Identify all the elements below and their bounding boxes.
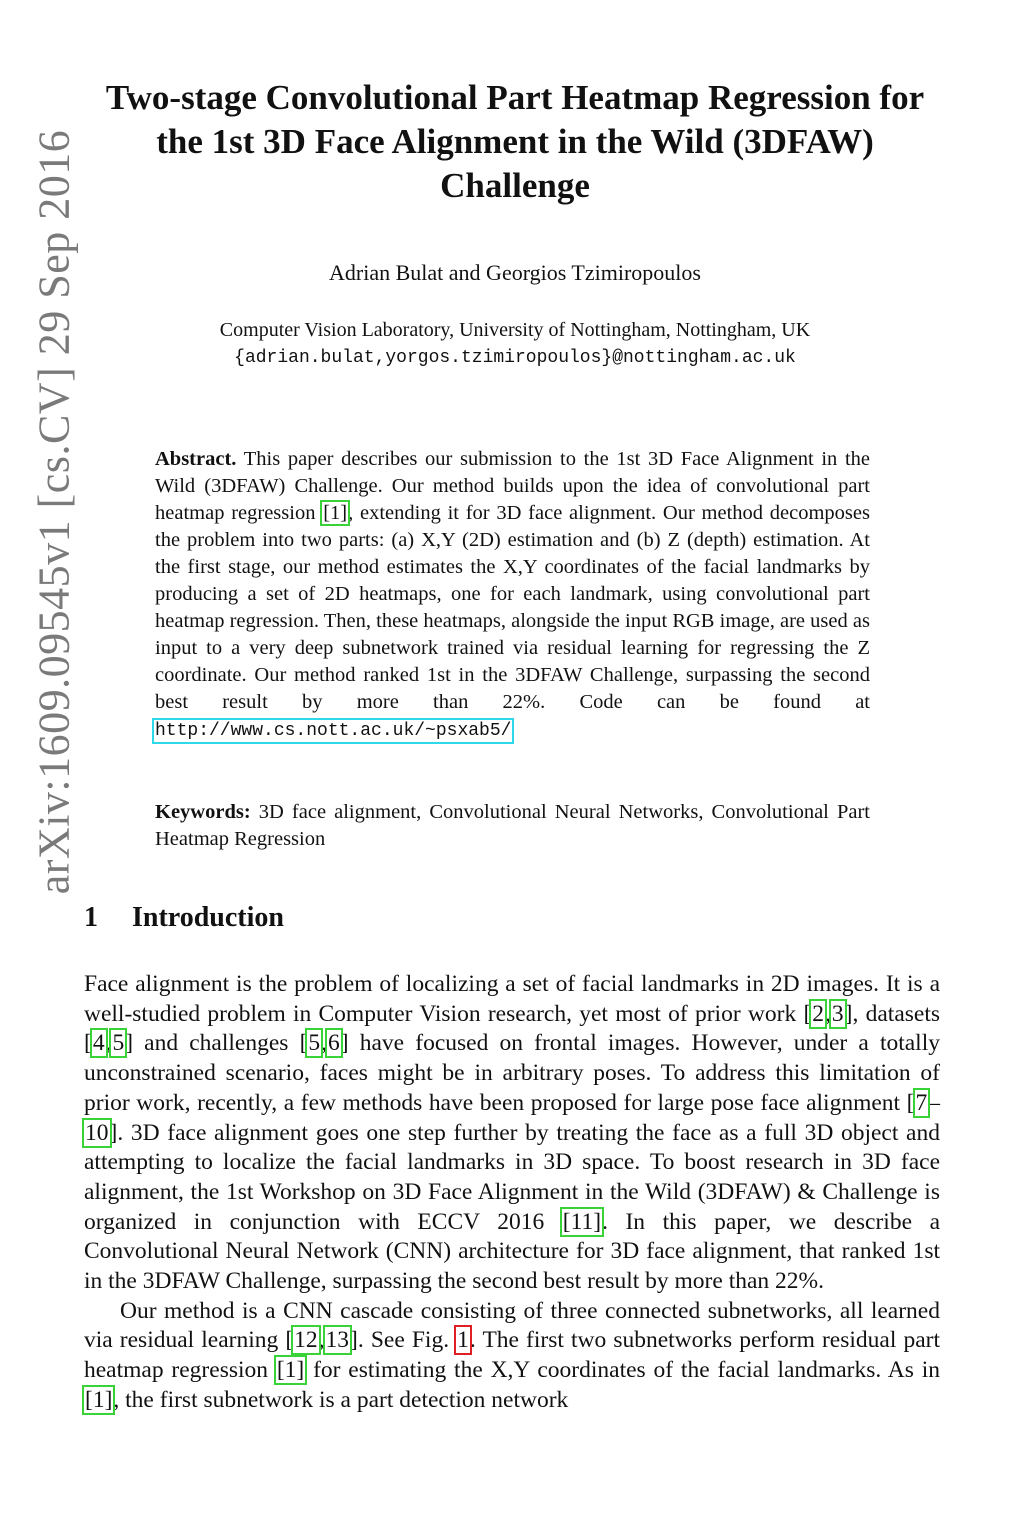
keywords-text: 3D face alignment, Convolutional Neural Networks, Convolutional Part Heatmap Regression — [155, 801, 870, 850]
paragraph: Face alignment is the problem of localizing a set of facial landmarks in 2D images. It is a well-studied problem in Computer Vision research, yet most of prior work [2,3], datasets [4,5] and challenges [5,6] have focused on frontal images. However, under a totally unconstrained scenario, faces might be in arbitrary poses. To address this limitation of prior work, recently, a few methods have been proposed for large pose face alignment [7–10]. 3D face alignment goes one step further by treating the face as a full 3D object and attempting to localize the facial landmarks in 3D space. To boost research in 3D face alignment, the 1st Workshop on 3D Face Alignment in the Wild (3DFAW) & Challenge is organized in conjunction with ECCV 2016 [11]. In this paper, we describe a Convolutional Neural Network (CNN) architecture for 3D face alignment, that ranked 1st in the 3DFAW Challenge, surpassing the second best result by more than 22%. — [84, 971, 940, 1295]
keywords — [155, 799, 870, 853]
abstract-text: This paper describes our submission to the 1st 3D Face Alignment in the Wild (3DFAW) Challenge. Our method builds upon the idea of convolutional part heatmap regression — [155, 448, 870, 524]
citation-link[interactable]: [1] — [85, 1386, 113, 1413]
figure-reference-link[interactable]: 1 — [457, 1327, 469, 1354]
introduction-body — [84, 970, 940, 1416]
paragraph-text: Face alignment is the problem of localizing a set of facial landmarks in 2D images. It is a well-studied problem in Computer Vision research, yet most of prior work — [84, 971, 940, 1027]
arxiv-identifier: arXiv:1609.09545v1 [cs.CV] 29 Sep 2016 — [29, 129, 79, 895]
paragraph-text: . In this paper, we describe a Convolutional Neural Network (CNN) architecture for 3D face alignment, that ranked 1st in the 3DFAW Challenge, surpassing the second best result by more than 22%. — [84, 1208, 940, 1295]
affiliation-text: Computer Vision Laboratory, University of Nottingham, Nottingham, UK — [219, 319, 811, 341]
section-title: Introduction — [132, 902, 284, 933]
citation-link[interactable]: [1] — [276, 1357, 305, 1384]
citation-link[interactable]: 6 — [328, 1030, 340, 1057]
keywords-label: Keywords: — [155, 801, 251, 823]
citation-range-dash: – — [928, 1089, 940, 1116]
paragraph-text: have focused on frontal images. However, under a totally unconstrained scenario, faces might be in arbitrary poses. To address this limitation of prior work, recently, a few methods have been proposed for large pose face alignment — [84, 1030, 940, 1116]
abstract-text: , extending it for 3D face alignment. Our method decomposes the problem into two parts: (a) X,Y (2D) estimation and (b) Z (depth) estimation. At the first stage, our method estimates the X,Y coordinates of the facial landmarks by producing a set of 2D heatmaps, one for each landmark, using convolutional part heatmap regression. Then, these heatmaps, alongside the input RGB image, are used as input to a very deep subnetwork trained via residual learning for regressing the Z coordinate. Our method ranked 1st in the 3DFAW Challenge, surpassing the second best result by more than 22%. Code can be found at — [155, 502, 870, 713]
citation-link[interactable]: 4 — [92, 1030, 105, 1057]
paper-title: Two-stage Convolutional Part Heatmap Regression for the 1st 3D Face Alignment in the Wild (3DFAW) Challenge — [105, 78, 925, 205]
paragraph-text: . The first two subnetworks perform residual part heatmap regression — [84, 1327, 940, 1384]
paragraph-text: and challenges — [133, 1030, 300, 1057]
citation-link[interactable]: 5 — [112, 1030, 125, 1057]
citation-link[interactable]: 2 — [812, 1000, 825, 1027]
paragraph-text: for estimating the X,Y coordinates of the facial landmarks. As in — [305, 1357, 940, 1384]
abstract-label: Abstract. — [155, 448, 237, 470]
affiliation-block — [80, 316, 950, 372]
citation-link[interactable]: 7 — [915, 1089, 928, 1116]
section-heading-introduction — [84, 902, 284, 934]
paragraph-text: Our method is a CNN cascade consisting of three connected subnetworks, all learned via residual learning — [84, 1297, 940, 1354]
abstract — [155, 446, 870, 745]
paragraph-text: . See Fig. — [357, 1327, 457, 1354]
author-list: Adrian Bulat and Georgios Tzimiropoulos — [329, 260, 701, 285]
author-emails: {adrian.bulat,yorgos.tzimiropoulos}@nottingham.ac.uk — [234, 348, 796, 368]
citation-link[interactable]: [1] — [323, 502, 348, 524]
citation-link[interactable]: 5 — [308, 1030, 321, 1057]
paragraph-text: , datasets — [852, 1000, 940, 1027]
citation-link[interactable]: [11] — [562, 1208, 602, 1235]
citation-link[interactable]: 10 — [85, 1119, 109, 1146]
paragraph: Our method is a CNN cascade consisting of three connected subnetworks, all learned via residual learning [12,13]. See Fig. 1. The first two subnetworks perform residual part heatmap regression [1] for estimating the X,Y coordinates of the facial landmarks. As in [1], the first subnetwork is a part detection network — [84, 1297, 940, 1413]
paragraph-text: . 3D face alignment goes one step further by treating the face as a full 3D object and attempting to localize the facial landmarks in 3D space. To boost research in 3D face alignment, the 1st Workshop on 3D Face Alignment in the Wild (3DFAW) & Challenge is organized in conjunction with ECCV 2016 — [84, 1119, 940, 1235]
citation-link[interactable]: 3 — [831, 1000, 844, 1027]
citation-link[interactable]: 13 — [325, 1327, 350, 1354]
section-number: 1 — [84, 902, 98, 933]
code-url-link[interactable]: http://www.cs.nott.ac.uk/~psxab5/ — [155, 721, 512, 741]
paragraph-text: , the first subnetwork is a part detection network — [113, 1386, 569, 1413]
citation-link[interactable]: 12 — [294, 1327, 318, 1354]
